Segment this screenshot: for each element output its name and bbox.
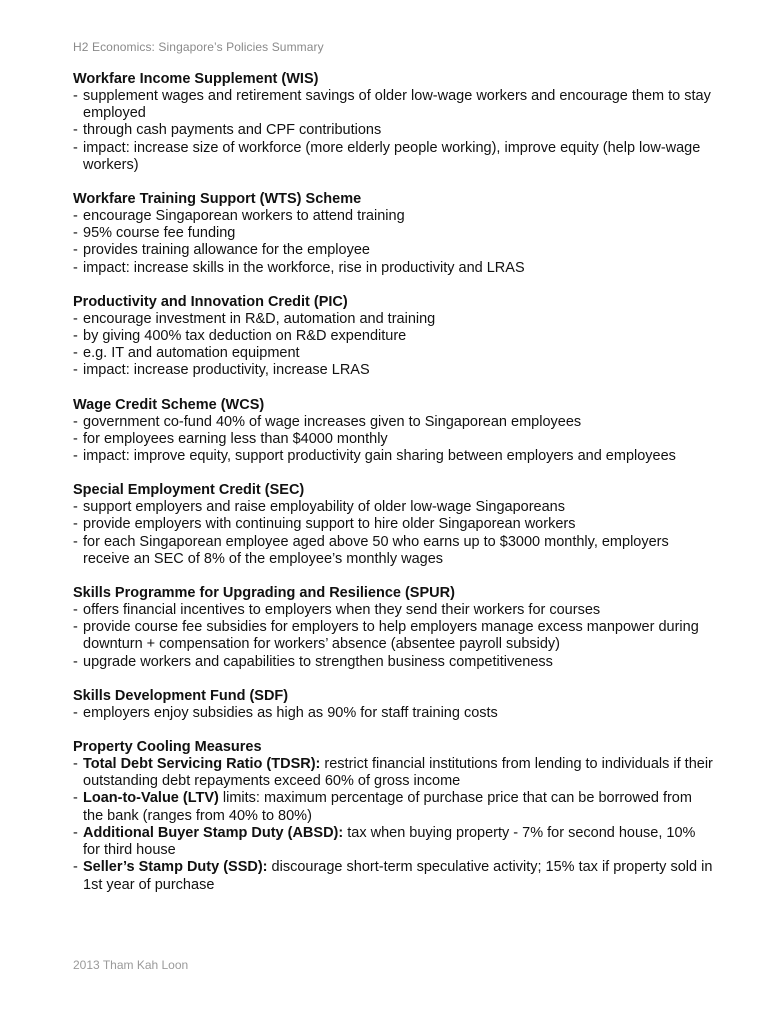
document-footer <box>73 958 188 972</box>
document-body <box>73 71 713 911</box>
bullet-text: impact: increase skills in the workforce, rise in productivity and LRAS <box>83 259 525 276</box>
bullet-text: limits: maximum percentage of purchase price that can be borrowed from the bank (ranges from 40% to 80%) <box>83 790 692 824</box>
bullet-item <box>73 534 713 568</box>
bullet-item <box>73 414 713 431</box>
policy-section <box>73 71 713 174</box>
bullet-list <box>73 414 713 466</box>
bullet-text: support employers and raise employability of older low-wage Singaporeans <box>83 499 565 516</box>
section-title: Workfare Training Support (WTS) Scheme <box>73 191 362 208</box>
document-header <box>73 40 324 54</box>
bullet-text: provide course fee subsidies for employers to help employers manage excess manpower during downturn + compensation for workers’ absence (absentee payroll subsidy) <box>83 619 699 653</box>
bullet-text: impact: increase size of workforce (more elderly people working), improve equity (help low-wage workers) <box>83 139 701 173</box>
bullet-item <box>73 345 713 362</box>
bullet-text: through cash payments and CPF contributions <box>83 122 382 139</box>
bullet-item <box>73 619 713 653</box>
bullet-item <box>73 311 713 328</box>
bullet-item <box>73 88 713 122</box>
section-title: Skills Development Fund (SDF) <box>73 687 289 704</box>
bullet-lead-term: Seller’s Stamp Duty (SSD): <box>83 859 268 876</box>
bullet-item <box>73 859 713 893</box>
bullet-list <box>73 311 713 380</box>
bullet-text: for employees earning less than $4000 monthly <box>83 430 388 447</box>
bullet-text: upgrade workers and capabilities to strengthen business competitiveness <box>83 653 553 670</box>
bullet-text: e.g. IT and automation equipment <box>83 345 300 362</box>
bullet-text: provide employers with continuing support to hire older Singaporean workers <box>83 516 576 533</box>
policy-section <box>73 294 713 380</box>
bullet-item <box>73 602 713 619</box>
section-title: Workfare Income Supplement (WIS) <box>73 71 319 87</box>
policy-section <box>73 397 713 466</box>
footer-text: 2013 Tham Kah Loon <box>73 958 189 972</box>
bullet-item <box>73 499 713 516</box>
section-title: Skills Programme for Upgrading and Resilience (SPUR) <box>73 585 455 602</box>
bullet-item <box>73 328 713 345</box>
bullet-text: employers enjoy subsidies as high as 90% for staff training costs <box>83 704 498 721</box>
bullet-list <box>73 705 713 722</box>
section-title: Special Employment Credit (SEC) <box>73 482 305 499</box>
bullet-item <box>73 122 713 139</box>
bullet-list <box>73 88 713 174</box>
bullet-text: for each Singaporean employee aged above 50 who earns up to $3000 monthly, employers receive an SEC of 8% of the employee’s monthly wages <box>83 533 669 567</box>
bullet-text: by giving 400% tax deduction on R&D expenditure <box>83 328 407 345</box>
bullet-item <box>73 242 713 259</box>
bullet-list <box>73 602 713 671</box>
policy-section <box>73 482 713 568</box>
bullet-text: impact: improve equity, support productivity gain sharing between employers and employees <box>83 448 676 465</box>
policy-section <box>73 585 713 671</box>
bullet-item <box>73 431 713 448</box>
header-title: H2 Economics: Singapore’s Policies Summary <box>73 40 324 54</box>
bullet-text: supplement wages and retirement savings of older low-wage workers and encourage them to stay employed <box>83 88 711 122</box>
bullet-item <box>73 705 713 722</box>
bullet-text: discourage short-term speculative activity; 15% tax if property sold in 1st year of purchase <box>83 859 713 893</box>
bullet-text: provides training allowance for the employee <box>83 242 370 259</box>
bullet-text: encourage investment in R&D, automation and training <box>83 310 436 327</box>
bullet-text: encourage Singaporean workers to attend training <box>83 208 405 225</box>
bullet-item <box>73 448 713 465</box>
bullet-item <box>73 790 713 824</box>
bullet-item <box>73 140 713 174</box>
bullet-item <box>73 825 713 859</box>
policy-section <box>73 191 713 277</box>
bullet-list <box>73 756 713 894</box>
bullet-item <box>73 225 713 242</box>
bullet-text: tax when buying property - 7% for second house, 10% for third house <box>83 824 696 859</box>
bullet-item <box>73 756 713 790</box>
bullet-list <box>73 499 713 568</box>
bullet-lead-term: Additional Buyer Stamp Duty (ABSD): <box>83 824 344 841</box>
bullet-lead-term: Total Debt Servicing Ratio (TDSR): <box>83 756 321 773</box>
section-title: Productivity and Innovation Credit (PIC) <box>73 293 348 310</box>
bullet-text: offers financial incentives to employers when they send their workers for courses <box>83 602 601 619</box>
bullet-text: impact: increase productivity, increase LRAS <box>83 362 370 379</box>
policy-section <box>73 688 713 722</box>
policy-section <box>73 739 713 894</box>
policy-sections <box>73 71 713 894</box>
bullet-text: 95% course fee funding <box>83 225 236 242</box>
bullet-item <box>73 362 713 379</box>
bullet-text: government co-fund 40% of wage increases given to Singaporean employees <box>83 413 582 430</box>
bullet-list <box>73 208 713 277</box>
bullet-item <box>73 654 713 671</box>
bullet-text: restrict financial institutions from lending to individuals if their outstanding debt repayments exceed 60% of gross income <box>83 756 713 790</box>
section-title: Wage Credit Scheme (WCS) <box>73 396 265 413</box>
section-title: Property Cooling Measures <box>73 739 262 756</box>
bullet-item <box>73 208 713 225</box>
bullet-item <box>73 516 713 533</box>
bullet-item <box>73 260 713 277</box>
bullet-lead-term: Loan-to-Value (LTV) <box>83 790 219 807</box>
